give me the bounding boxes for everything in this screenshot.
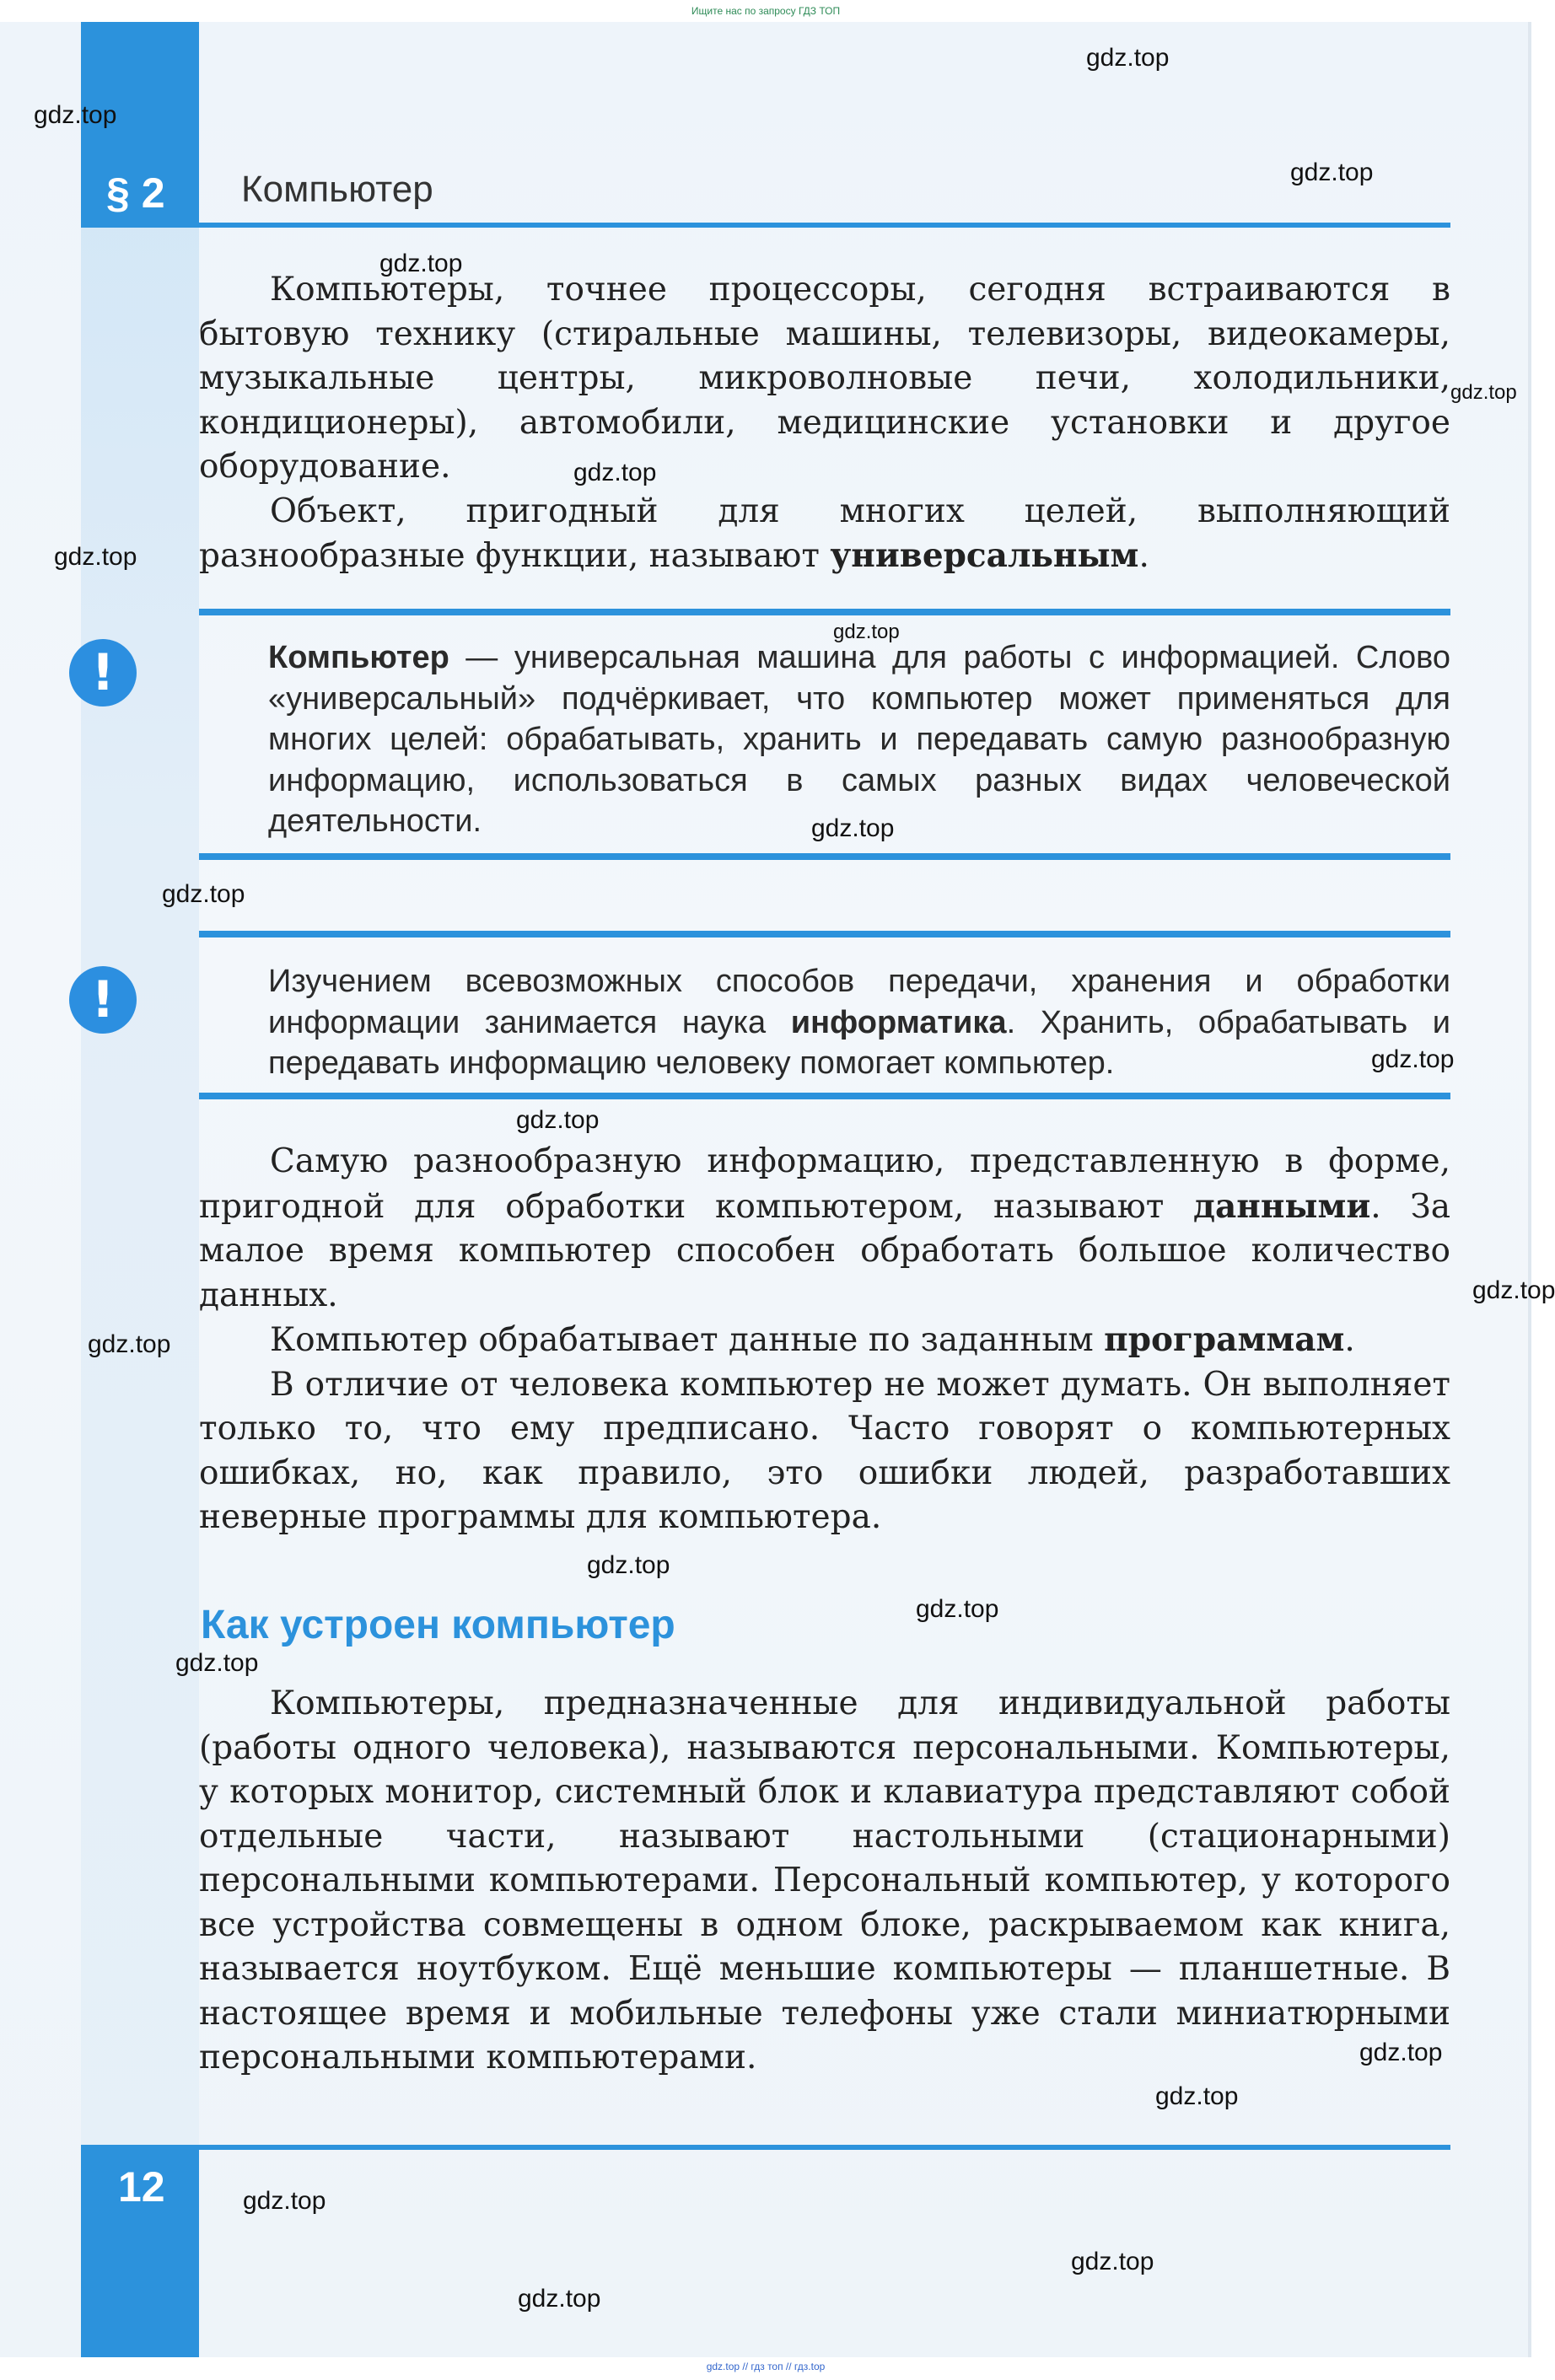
left-margin-strip: [81, 22, 199, 2357]
watermark: gdz.top: [1359, 2039, 1443, 2066]
watermark: gdz.top: [518, 2285, 601, 2313]
watermark: gdz.top: [516, 1106, 600, 1134]
section-title: Компьютер: [241, 169, 433, 210]
watermark: gdz.top: [243, 2187, 326, 2215]
watermark: gdz.top: [1071, 2248, 1154, 2275]
watermark: gdz.top: [379, 250, 463, 277]
paragraph-number: § 2: [106, 169, 165, 217]
data-paragraph-2: [199, 1318, 1450, 1363]
watermark: gdz.top: [162, 880, 245, 908]
watermark: gdz.top: [1472, 1276, 1555, 1304]
watermark: gdz.top: [811, 814, 895, 842]
box1-bottom-rule: [199, 853, 1450, 860]
header-divider: [199, 223, 1450, 228]
exclamation-icon: !: [69, 639, 137, 706]
intro-p2-end: .: [1138, 537, 1149, 575]
watermark: gdz.top: [1155, 2082, 1239, 2110]
definition-box-computer: [268, 637, 1450, 842]
watermark: gdz.top: [175, 1649, 259, 1677]
intro-paragraph-1: Компьютеры, точнее процессоры, сегодня встраиваются в бытовую технику (стиральные машины, телевизоры, видеокамеры, музыкальные центры, микроволновые печи, холодильники, кондиционеры), автомобили, медицинские установки и другое оборудование.: [199, 271, 1450, 486]
informatics-text-after: . Хранить, обрабатывать и передавать информацию человеку помогает компьютер.: [268, 1004, 1450, 1081]
term-informatics: информатика: [790, 1004, 1007, 1040]
exclamation-icon: !: [69, 966, 137, 1034]
term-data: данными: [1193, 1186, 1371, 1226]
data-paragraph-1: [199, 1140, 1450, 1318]
data-p1-end: . За малое время компьютер способен обработать большое количество данных.: [199, 1187, 1450, 1314]
top-note: Ищите нас по запросу ГДЗ ТОП: [691, 5, 841, 17]
data-p1-text: Самую разнообразную информацию, представленную в форме, пригодной для обработки компьютером, называют: [199, 1142, 1450, 1226]
how-section: [199, 1682, 1450, 2081]
watermark: gdz.top: [1450, 381, 1517, 404]
watermark: gdz.top: [1371, 1045, 1455, 1073]
watermark: gdz.top: [833, 621, 900, 643]
data-p2-end: .: [1344, 1321, 1355, 1359]
definition-box-informatics: [268, 961, 1450, 1084]
term-programs: программам: [1104, 1320, 1345, 1359]
footer-divider: [199, 2145, 1450, 2150]
how-paragraph-1: Компьютеры, предназначенные для индивидуальной работы (работы одного человека), называются персональными. Компьютеры, у которых монитор, системный блок и клавиатура представляют собой отдельные части, называют настольными (стационарными) персональными компьютерами. Персональный компьютер, у которого все устройства совмещены в одном блоке, раскрываемом как книга, называется ноутбуком. Ещё меньшие компьютеры — планшетные. В настоящее время и мобильные телефоны уже стали миниатюрными персональными компьютерами.: [199, 1684, 1450, 2076]
watermark: gdz.top: [54, 543, 137, 571]
watermark: gdz.top: [1290, 158, 1374, 186]
watermark: gdz.top: [587, 1551, 670, 1579]
watermark: gdz.top: [88, 1330, 171, 1358]
page-number: 12: [118, 2163, 165, 2211]
watermark: gdz.top: [34, 101, 117, 129]
data-p2-text: Компьютер обрабатывает данные по заданным: [270, 1321, 1105, 1359]
term-universal: универсальным: [830, 536, 1139, 575]
box1-top-rule: [199, 609, 1450, 615]
data-section: [199, 1140, 1450, 1540]
watermark: gdz.top: [1086, 44, 1170, 72]
watermark: gdz.top: [573, 459, 657, 486]
definition-computer-text: — универсальная машина для работы с информацией. Слово «универсальный» подчёркивает, что компьютер может применяться для многих целей: обрабатывать, хранить и передавать самую разнообразную информацию, использоваться в самых разных видах человеческой деятельности.: [268, 640, 1450, 839]
intro-text: [199, 268, 1450, 579]
informatics-text-before: Изучением всевозможных способов передачи, хранения и обработки информации занимается наука: [268, 964, 1450, 1040]
subheading-how-built: Как устроен компьютер: [201, 1603, 675, 1647]
watermark: gdz.top: [916, 1595, 999, 1623]
intro-paragraph-2: [199, 490, 1450, 579]
intro-p2-text: Объект, пригодный для многих целей, выполняющий разнообразные функции, называют: [199, 492, 1450, 575]
term-computer: Компьютер: [268, 640, 449, 675]
box2-bottom-rule: [199, 1093, 1450, 1099]
bottom-note: gdz.top // гдз топ // гдз.top: [706, 2361, 826, 2372]
data-paragraph-3: В отличие от человека компьютер не может думать. Он выполняет только то, что ему предписано. Часто говорят о компьютерных ошибках, но, как правило, это ошибки людей, разработавших неверные программы для компьютера.: [199, 1365, 1450, 1536]
box2-top-rule: [199, 931, 1450, 937]
